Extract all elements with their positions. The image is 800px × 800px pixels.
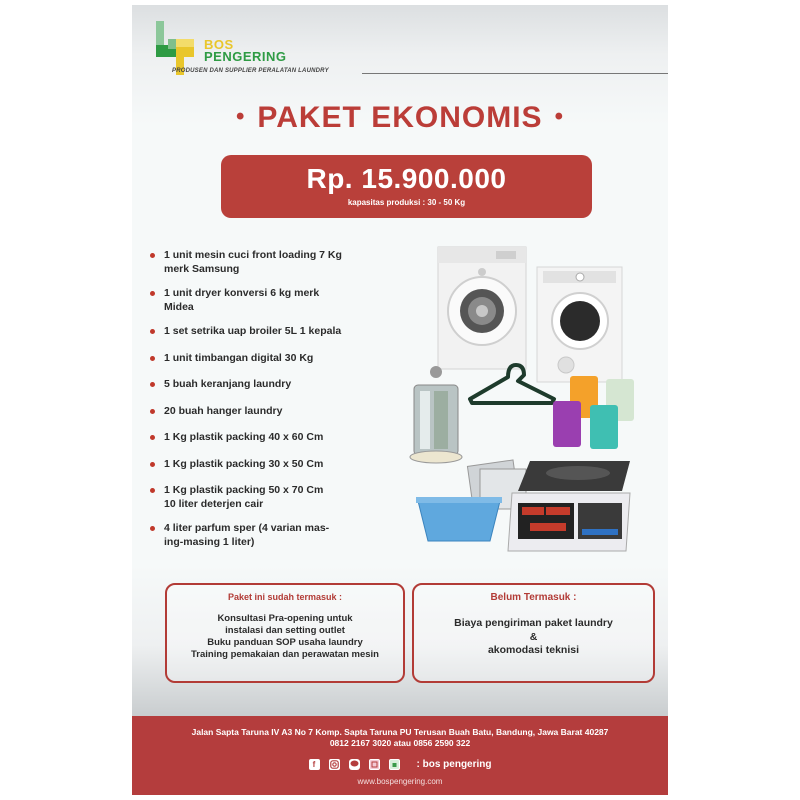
title-bullet-right: • (554, 103, 564, 130)
website-link[interactable]: www.bospengering.com (357, 777, 443, 786)
package-items-list (150, 249, 400, 549)
dryer-icon (537, 267, 622, 382)
line-icon[interactable] (349, 759, 360, 770)
excluded-title: Belum Termasuk : (490, 592, 577, 603)
included-title: Paket ini sudah termasuk : (227, 592, 343, 602)
item-text: 4 liter parfum sper (4 varian mas- (164, 522, 330, 534)
jerrycans-icon (553, 376, 634, 449)
item-text-2: ing-masing 1 liter) (164, 535, 255, 548)
price-banner (221, 155, 592, 218)
excluded-body (414, 617, 653, 658)
digital-scale-icon (508, 461, 630, 551)
footer-phones: 0812 2167 3020 atau 0856 2590 322 (329, 738, 471, 748)
brand-name (204, 39, 287, 63)
bullet-icon (150, 253, 155, 258)
bukalapak-icon[interactable] (369, 759, 380, 770)
products-image (400, 241, 660, 571)
excluded-box (412, 583, 655, 683)
bullet-icon (150, 329, 155, 334)
list-item (150, 522, 400, 549)
steam-boiler-icon (410, 366, 462, 463)
item-text: 1 set setrika uap broiler 5L 1 kepala (164, 325, 342, 337)
list-item (150, 325, 400, 339)
brand-line-1: BOS (204, 37, 234, 52)
included-line: instalasi dan setting outlet (225, 625, 345, 636)
list-item (150, 378, 400, 392)
production-capacity: kapasitas produksi : 30 - 50 Kg (347, 198, 466, 207)
footer-address: Jalan Sapta Taruna IV A3 No 7 Komp. Sapta Taruna PU Terusan Buah Batu, Bandung, Jawa Barat 40287 (191, 727, 609, 737)
bullet-icon (150, 488, 155, 493)
item-text: 1 Kg plastik packing 50 x 70 Cm (164, 484, 324, 496)
social-links (132, 757, 668, 771)
shop-icon[interactable] (389, 759, 400, 770)
item-text: 20 buah hanger laundry (164, 404, 283, 417)
included-box (165, 583, 405, 683)
tagline: PRODUSEN DAN SUPPLIER PERALATAN LAUNDRY (172, 68, 329, 74)
bullet-icon (150, 526, 155, 531)
bullet-icon (150, 462, 155, 467)
item-text: 5 buah keranjang laundry (164, 378, 292, 390)
bullet-icon (150, 382, 155, 387)
list-item (150, 249, 400, 276)
laundry-basket-icon (416, 497, 502, 541)
item-text-2: 10 liter deterjen cair (164, 497, 264, 510)
flyer-page (132, 5, 668, 795)
social-handle: : bos pengering (416, 758, 492, 770)
item-text: 1 Kg plastik packing 40 x 60 Cm (164, 431, 324, 443)
included-line: Training pemakaian dan perawatan mesin (191, 649, 379, 660)
title-text: PAKET EKONOMIS (257, 101, 543, 134)
footer (132, 716, 668, 795)
included-line: Konsultasi Pra-opening untuk (217, 613, 353, 624)
bullet-icon (150, 409, 155, 414)
washing-machine-icon (438, 247, 526, 369)
excluded-line: Biaya pengiriman paket laundry (454, 617, 613, 629)
list-item (150, 484, 400, 511)
included-line: Buku panduan SOP usaha laundry (207, 637, 363, 648)
header-divider (362, 73, 668, 74)
item-text: 1 unit timbangan digital 30 Kg (164, 351, 314, 364)
list-item (150, 352, 400, 366)
instagram-icon[interactable] (329, 759, 340, 770)
facebook-icon[interactable]: f (309, 759, 320, 770)
bullet-icon (150, 356, 155, 361)
item-text: 1 unit dryer konversi 6 kg merk (164, 287, 320, 299)
bullet-icon (150, 291, 155, 296)
list-item (150, 458, 400, 472)
excluded-line: akomodasi teknisi (487, 644, 580, 656)
included-body (167, 613, 403, 661)
item-text: 1 unit mesin cuci front loading 7 Kg (164, 249, 342, 261)
page-title (132, 101, 668, 135)
title-bullet-left: • (236, 103, 246, 130)
list-item (150, 431, 400, 445)
brand-line-2: PENGERING (204, 49, 287, 64)
excluded-line: & (529, 630, 538, 643)
item-text: 1 Kg plastik packing 30 x 50 Cm (164, 457, 324, 470)
list-item (150, 405, 400, 419)
list-item (150, 287, 400, 314)
price-amount: Rp. 15.900.000 (306, 163, 507, 194)
bullet-icon (150, 435, 155, 440)
item-text-2: merk Samsung (164, 262, 240, 275)
item-text-2: Midea (164, 300, 194, 313)
